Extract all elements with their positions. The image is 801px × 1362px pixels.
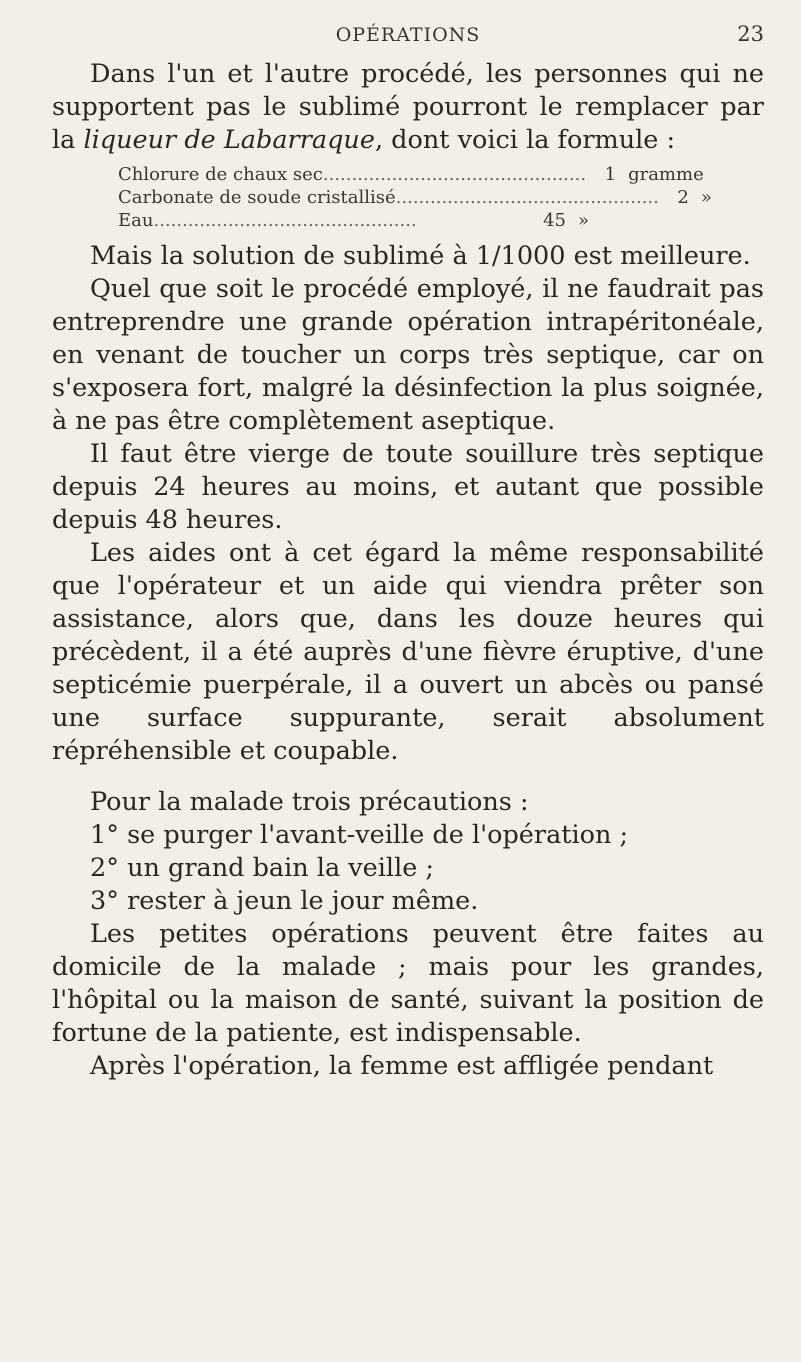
precaution-item: 3° rester à jeun le jour même. — [90, 886, 479, 916]
ingredient-quantity: 2 — [677, 187, 689, 208]
ingredient-unit: gramme — [628, 164, 704, 185]
paragraph-vierge: Il faut être vierge de toute souillure très septique depuis 24 heures au moins, et autant que possible depuis 48 heures. — [52, 439, 764, 535]
ingredient-unit: » — [700, 187, 712, 208]
running-title: OPÉRATIONS — [335, 24, 481, 46]
paragraph-domicile: Les petites opérations peuvent être faites au domicile de la malade ; mais pour les grandes, l'hôpital ou la maison de santé, suivant la position de fortune de la patiente, est indispensable. — [52, 919, 764, 1048]
book-page — [52, 10, 764, 1083]
precaution-item: 1° se purger l'avant-veille de l'opération ; — [90, 820, 629, 850]
leader-dots: .............................................. — [153, 210, 417, 231]
page-number: 23 — [737, 22, 764, 46]
formula-table — [118, 163, 712, 232]
ingredient-name: Chlorure de chaux sec — [118, 164, 323, 185]
paragraph-procedure: Quel que soit le procédé employé, il ne faudrait pas entreprendre une grande opération intrapéritonéale, en venant de toucher un corps très septique, car on s'exposera fort, malgré la désinfection la plus soignée, à ne pas être complètement aseptique. — [52, 274, 764, 436]
paragraph-sublime: Mais la solution de sublimé à 1/1000 est meilleure. — [90, 241, 751, 271]
formula-row — [118, 209, 678, 232]
paragraph-apres: Après l'opération, la femme est affligée pendant — [90, 1051, 714, 1081]
page-header — [52, 10, 764, 58]
intro-text: Dans l'un et l'autre procédé, les personnes qui ne supportent pas le sublimé pourront le remplacer par la — [52, 59, 764, 155]
intro-text-end: , dont voici la formule : — [374, 125, 676, 155]
leader-dots: .............................................. — [395, 187, 659, 208]
intro-emphasis: liqueur de Labarraque — [83, 125, 375, 155]
ingredient-name: Carbonate de soude cristallisé — [118, 187, 396, 208]
formula-row — [118, 163, 704, 186]
precaution-item: 2° un grand bain la veille ; — [90, 853, 435, 883]
section-gap — [52, 768, 764, 786]
ingredient-quantity: 45 — [543, 210, 566, 231]
paragraph-aides: Les aides ont à cet égard la même responsabilité que l'opérateur et un aide qui viendra prêter son assistance, alors que, dans les douze heures qui précèdent, il a été auprès d'une fièvre éruptive, d'une septicémie puerpérale, il a ouvert un abcès ou pansé une surface suppurante, serait absolument répréhensible et coupable. — [52, 538, 764, 766]
ingredient-unit: » — [578, 210, 590, 231]
ingredient-quantity: 1 — [604, 164, 617, 185]
precautions-intro: Pour la malade trois précautions : — [90, 787, 529, 817]
ingredient-name: Eau — [118, 210, 154, 231]
leader-dots: .............................................. — [322, 164, 587, 185]
paragraph-intro — [52, 58, 764, 157]
formula-row — [118, 186, 712, 209]
